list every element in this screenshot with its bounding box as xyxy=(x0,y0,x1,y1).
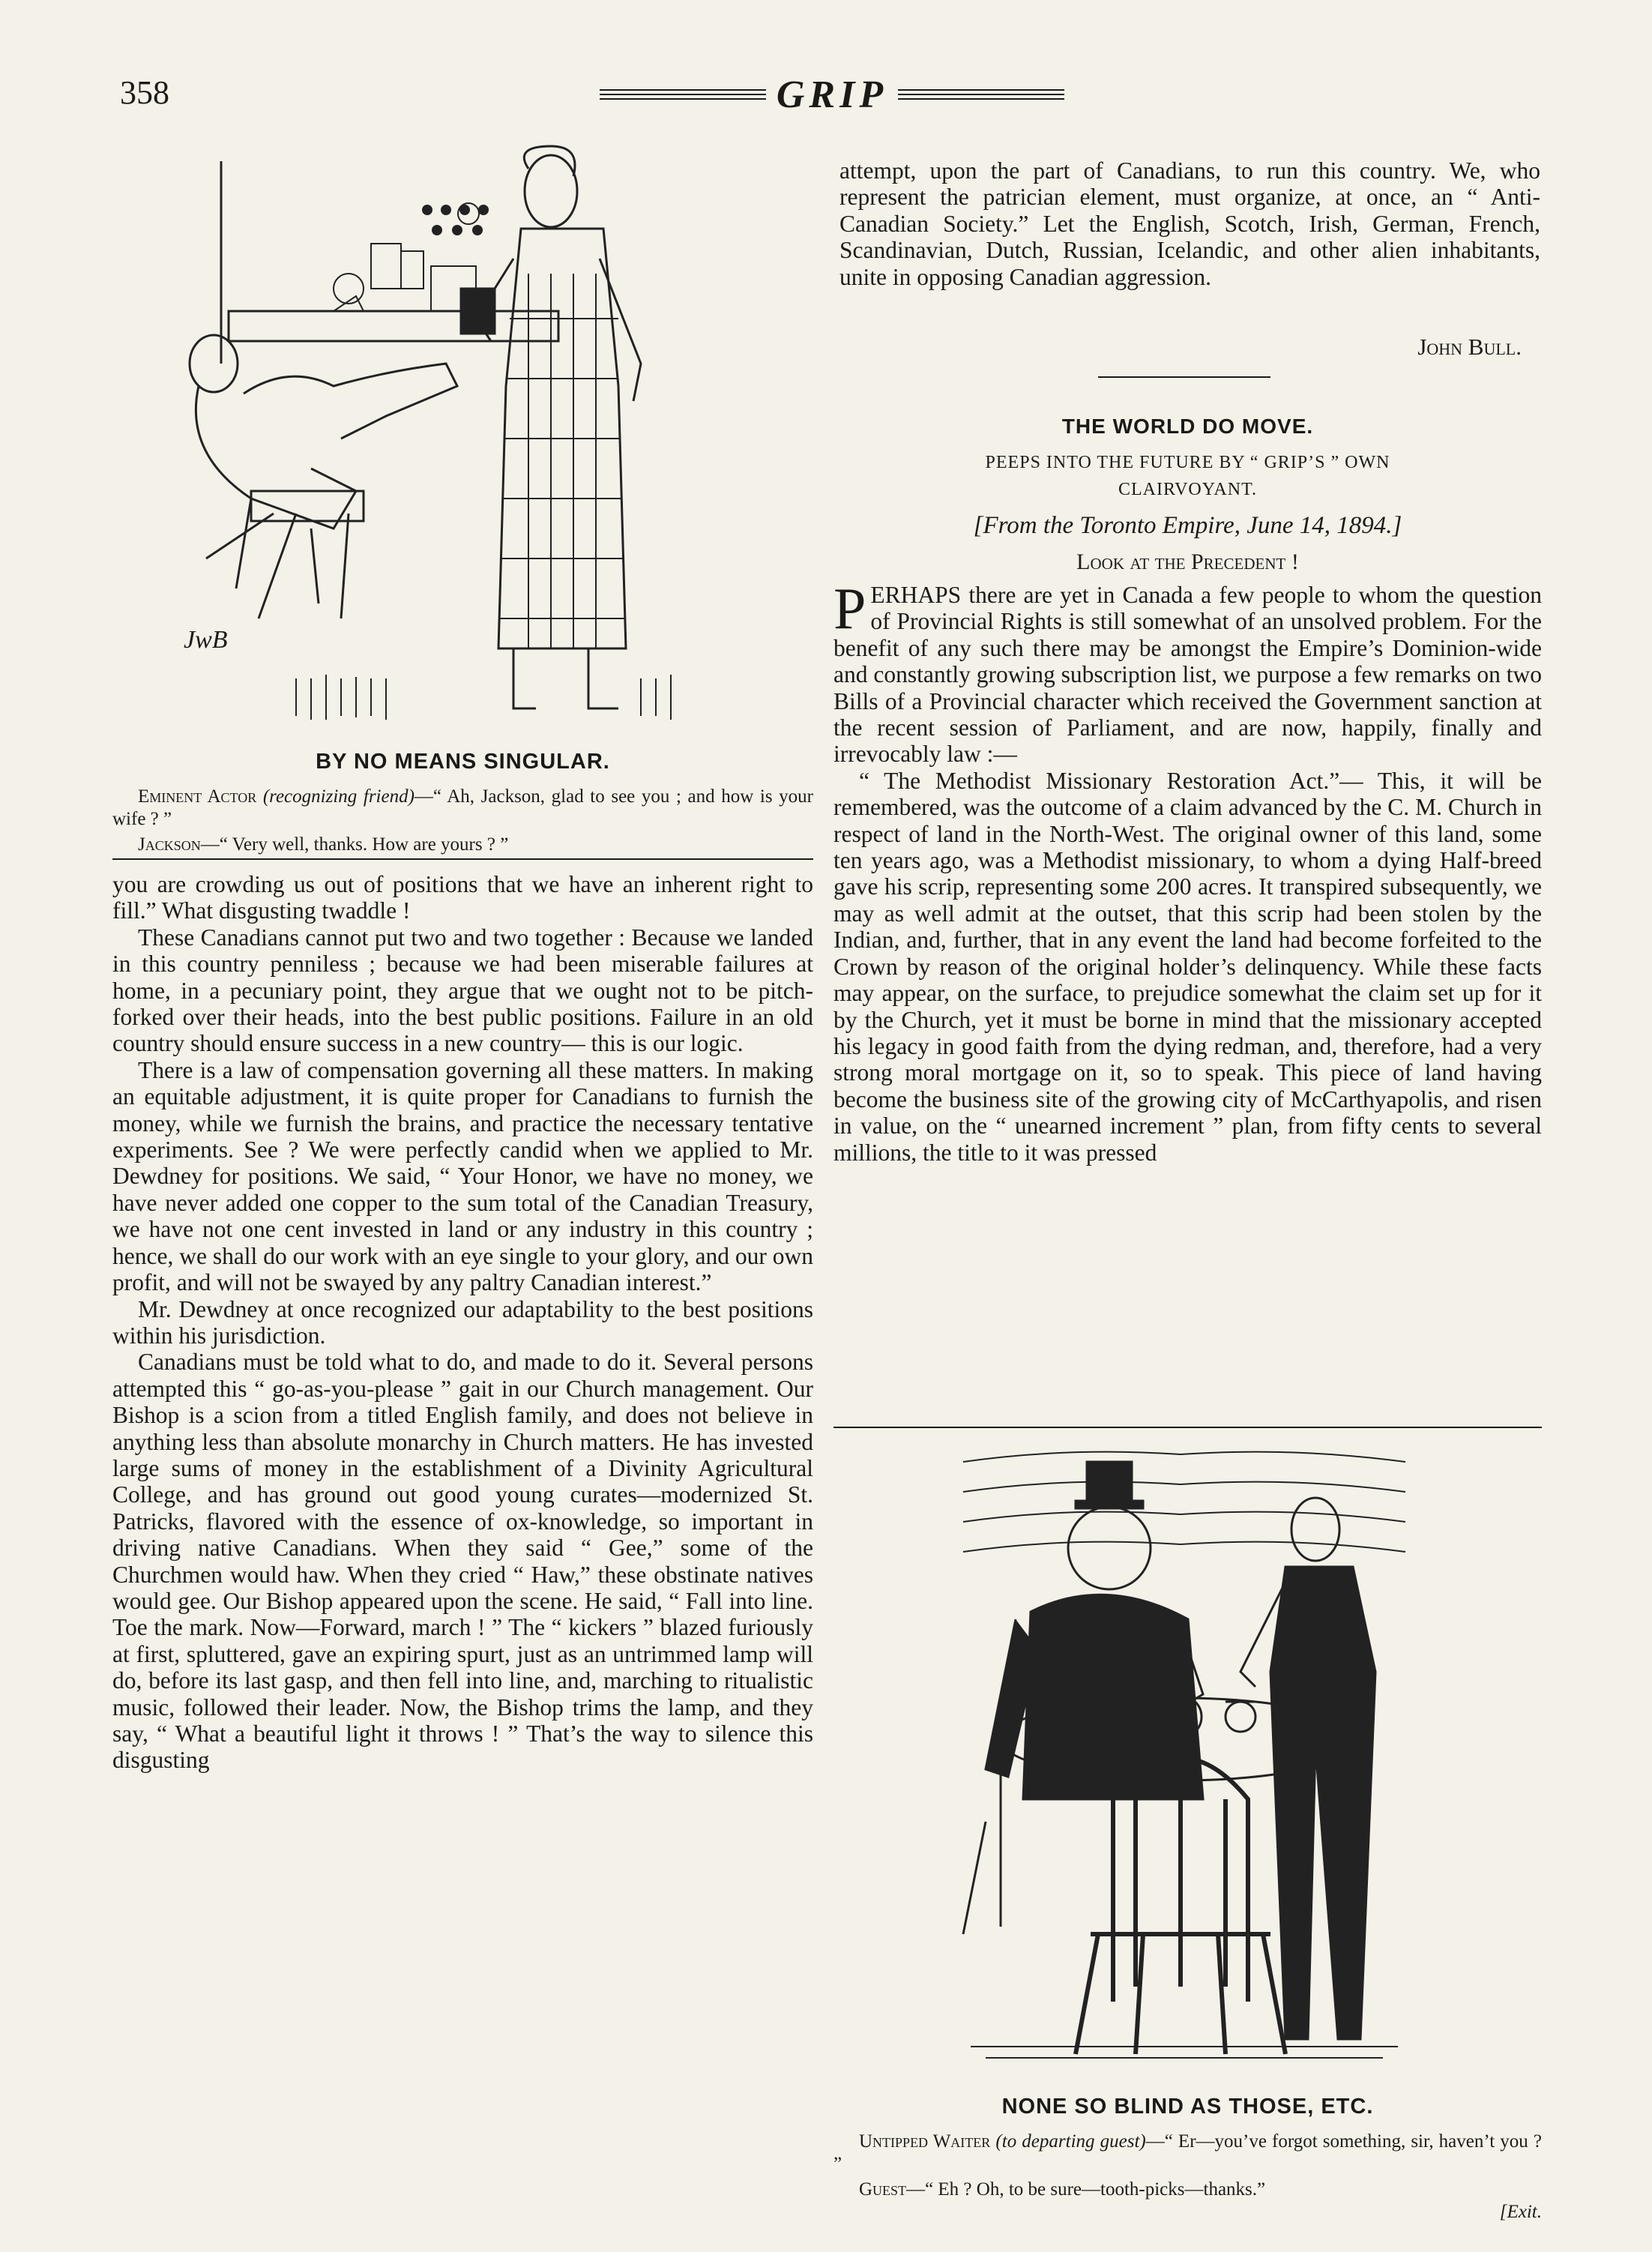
article-separator-rule xyxy=(1098,376,1270,378)
cartoon1-speaker-1: Eminent Actor xyxy=(138,786,257,807)
article-title: THE WORLD DO MOVE. xyxy=(1061,415,1314,438)
right-continuation-paragraph: attempt, upon the part of Canadians, to run this country. We, who represent the patrician element, must organize, at once, an “ Anti-Canadian Society.” Let the English, Scotch, Irish, German, French, Scandinavian, Dutch, Russian, Icelandic, and other alien inhabitants, unite in opposing Canadian aggression. xyxy=(839,157,1540,290)
article-body xyxy=(833,576,1542,1166)
left-paragraph: There is a law of compensation governing all these matters. In making an equitable adjustment, it is quite proper for Canadians to furnish the money, while we furnish the brains, and practice the necessary tentative experiments. See ? We were perfectly candid when we applied to Mr. Dewdney for positions. We said, “ Your Honor, we have no money, we have never added one copper to the sum total of the Canadian Treasury, we have not one cent invested in land or any industry in this country ; hence, we shall do our work with an eye single to your glory, and our own profit, and will not be swayed by any paltry Canadian interest.” xyxy=(112,1056,813,1296)
article-subtitle-1: PEEPS INTO THE FUTURE BY “ GRIP’S ” OWN xyxy=(985,453,1390,472)
cartoon2-caption xyxy=(833,2131,1542,2224)
left-column-text xyxy=(112,871,813,1774)
cartoon2-direction-1: (to departing guest) xyxy=(995,2131,1146,2152)
masthead xyxy=(600,72,1064,117)
cartoon1-rule xyxy=(112,858,813,860)
cartoon2-exit: [Exit. xyxy=(1499,2202,1542,2222)
letter-signature: John Bull. xyxy=(1417,334,1522,360)
cartoon-waiter-illustration xyxy=(956,1447,1413,2069)
left-paragraph: Canadians must be told what to do, and made to do it. Several persons attempted this “ go-as-you-please ” gait in our Church management. Our Bishop is a scion from a titled English family, and does not believe in anything less than absolute monarchy in Church matters. He has invested large sums of money in the establishment of a Divinity Agricultural College, and has ground out good young curates—modernized St. Patricks, flavored with the essence of ox-knowledge, so important in driving native Canadians. When they said “ Gee,” some of the Churchmen would haw. When they cried “ Haw,” these obstinate natives would gee. Our Bishop appeared upon the scene. He said, “ Fall into line. Toe the mark. Now—Forward, march ! ” The “ kickers ” blazed furiously at first, spluttered, gave an expiring spurt, just as an untrimmed lamp will do, before its last gasp, and then fell into line, and, marching to ritualistic music, followed their leader. Now, the Bishop trims the lamp, and they say, “ What a beautiful light it throws ! ” That’s the way to silence this disgusting xyxy=(112,1349,813,1774)
cartoon1-text-1: —“ Ah, Jackson, glad to see you ; and how is your wife ? ” xyxy=(112,786,813,829)
masthead-rule-right xyxy=(898,89,1064,100)
article-source: [From the Toronto Empire, June 14, 1894.] xyxy=(973,512,1402,539)
cartoon2-title: NONE SO BLIND AS THOSE, ETC. xyxy=(1001,2095,1374,2119)
cartoon1-text-2: —“ Very well, thanks. How are yours ? ” xyxy=(200,834,509,855)
left-paragraph: These Canadians cannot put two and two together : Because we landed in this country penniless ; because we had been miserable failures at home, in a pecuniary point, they argue that we ought not to be pitch-forked over their heads, into the best public positions. Failure in an old country should ensure success in a new country— this is our logic. xyxy=(112,924,813,1057)
drop-cap: P xyxy=(833,576,866,641)
left-paragraph: you are crowding us out of positions that we have an inherent right to fill.” What disgusting twaddle ! xyxy=(112,871,813,924)
article-end-rule xyxy=(833,1427,1542,1428)
cartoon2-text-2: —“ Eh ? Oh, to be sure—tooth-picks—thanks.” xyxy=(906,2179,1266,2200)
article-subtitle-2: CLAIRVOYANT. xyxy=(1118,480,1257,499)
cartoon-actor-illustration xyxy=(161,139,761,731)
cartoon1-signature: JwB xyxy=(184,626,228,654)
cartoon1-caption xyxy=(112,786,813,856)
cartoon1-title: BY NO MEANS SINGULAR. xyxy=(316,750,610,774)
left-paragraph: Mr. Dewdney at once recognized our adaptability to the best positions within his jurisdiction. xyxy=(112,1295,813,1349)
article-paragraph-1: ERHAPS there are yet in Canada a few people to whom the question of Provincial Rights is still somewhat of an unsolved problem. For the benefit of any such there may be amongst the Empire’s Dominion-wide and constantly growing subscription list, we purpose a few remarks on two Bills of a Provincial character which received the Government sanction at the recent session of Parliament, and are now, happily, finally and irrevocably law :— xyxy=(833,582,1542,768)
masthead-rule-left xyxy=(600,89,766,100)
right-continuation xyxy=(839,157,1540,290)
article-subhead: Look at the Precedent ! xyxy=(1076,550,1299,574)
page-number: 358 xyxy=(120,74,169,111)
cartoon1-speaker-2: Jackson xyxy=(138,834,201,855)
cartoon2-speaker-1: Untipped Waiter xyxy=(859,2131,991,2152)
masthead-title: GRIP xyxy=(776,73,888,116)
cartoon2-speaker-2: Guest xyxy=(859,2179,907,2200)
cartoon2-text-1: —“ Er—you’ve forgot something, sir, haven’t you ? ” xyxy=(833,2131,1543,2174)
cartoon1-direction-1: (recognizing friend) xyxy=(262,786,414,807)
article-paragraph-2: “ The Methodist Missionary Restoration Act.”— This, it will be remembered, was the outcome of a claim advanced by the C. M. Church in respect of land in the North-West. The original owner of this land, some ten years ago, was a Methodist missionary, to whom a dying Half-breed gave his scrip, representing some 200 acres. It transpired subsequently, we may as well admit at the outset, that this scrip had been stolen by the Indian, and, further, that in any event the land had become forfeited to the Crown by reason of the original holder’s delinquency. While these facts may appear, on the surface, to prejudice somewhat the claim set up for it by the Church, yet it must be borne in mind that the missionary accepted his legacy in good faith from the dying redman, and, therefore, had a very strong moral mortgage on it, so to speak. This piece of land having become the business site of the growing city of McCarthyapolis, and risen in value, on the “ unearned increment ” plan, from fifty cents to several millions, the title to it was pressed xyxy=(833,767,1542,1166)
